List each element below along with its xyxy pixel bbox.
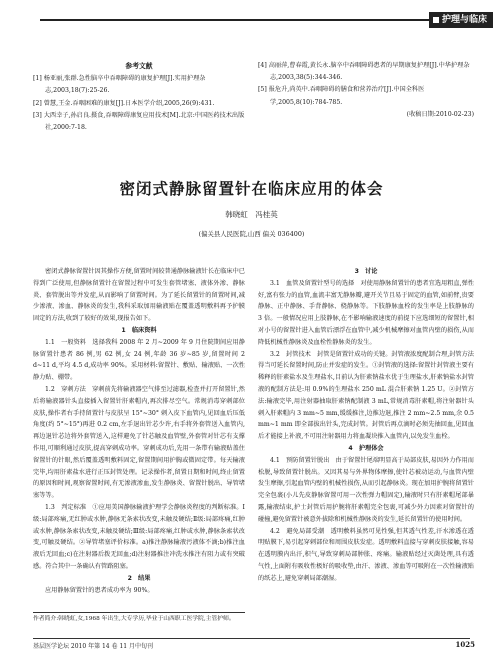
section-header: [0, 12, 503, 28]
header-rule: [40, 19, 451, 21]
section-label: 护理与临床: [441, 15, 487, 25]
body-paragraph: 3.1 血管及留置针型号的选择 对使用静脉留置针的患者宜选用粗直,弹性好,富有张力的血管,血流丰富无静脉瓣,避开关节且易于固定的血管,如前臂,贵要静脉、正中静脉、手背静脉、桡静脉等。下肢静脉血栓的发生率是上肢静脉的 3 倍。一般情况应用上肢静脉,在不影响输液速度的前提下应选细短的留置针,相对小号的留置针进入血管后漂浮在血管中,减少机械摩擦对血管内壁的损伤,从而降低机械性静脉炎及血栓性静脉炎的发生。: [258, 279, 474, 346]
section-heading: 4 护理体会: [348, 444, 384, 452]
body-left-column: [33, 266, 245, 596]
body-paragraph: 1.1 一般资料 选择我科 2008 年 2 月~2009 年 9 月住院期间应用静脉留置针患者 86 例,男 62 例,女 24 例,年龄 36 岁~85 岁,留置时间 2 d~11 d,平均 4.5 d,成功率 90%。采用材料:留置针、敷贴、输液贴、一次性静力贴、棚带。: [33, 338, 245, 382]
received-date: (收稿日期:2010-02-23): [406, 110, 474, 118]
body-paragraph: 3.2 封管技术 封管是留置针成功的关键。封管液浓度配制合理,封管方法得当可延长留置时间,防止并发症的发生。①封管液的选择:留置针封管液主要有稀释的肝素盐水及生理盐水,目前认为肝素钠盐水优于生理盐水,肝素钠盐水封管液的配制方法是:用 0.9%的生理盐水 250 mL 混合肝素钠 1.25 U。②封管方法:输液完毕,用注射器抽取肝素钠配制液 3 mL,常规消毒肝素帽,将注射器针头刺入肝素帽内 3 mm~5 mm,缓缓推注,边推边退,推注 2 mm~2.5 mm,余 0.5 mm~1 mm 即全部拔出针头,完成封管。封管后再点滴时必须先抽回血,见回血后才能接上补液,不可用注射器用力将血凝块推入血管内,以免发生血栓。: [258, 350, 474, 441]
square-icon: [433, 17, 439, 23]
article-authors: 韩晓虹 冯桂英: [225, 210, 278, 219]
section-heading: 1 临床资料: [121, 326, 157, 334]
references-title: 参考文献: [125, 62, 153, 70]
footer-rule: [33, 638, 470, 639]
references-left: [33, 60, 245, 134]
reference-item: [1] 杨亚丽,张群.急性脑卒中吞咽障碍的康复护理[J].实用护理杂志,2003,18(7):25-26.: [33, 75, 206, 95]
journal-citation: 基层医学论坛 2010 年第 14 卷 11 月中旬刊: [33, 643, 153, 650]
references-right: [258, 60, 474, 121]
body-paragraph: 4.2 避免局部受潮 透明敷料虽然可见性强,但其透气性差,汗水渗透在透明贴膜下,易引起穿刺部位和周围皮肤发症。透明敷料直接与穿刺皮肤接触,容易在透明膜内出汗,积气,导致穿刺局部肿胀、疼痛。输液贴经过灭菌处理,具有透气性,上面附有吸收性极好的吸收垫,由汗、渗液、渗血等可吸附在一次性输液贴的纸芯上,避免穿刺局部潮湿。: [258, 527, 474, 582]
reference-item: [2] 曾慧,王金.吞咽困难的康复[J].日本医学介绍,2005,26(9):431.: [33, 99, 215, 107]
section-heading: 3 讨论: [354, 268, 378, 275]
body-paragraph: 应用静脉留置针的患者成功率为 90%。: [45, 586, 154, 594]
reference-item: [3] 大西幸子,孙启良.摄食,吞咽障碍康复应用技术[M].北京:中国医药技术出版社,2000:7-18.: [33, 111, 245, 132]
body-paragraph: 1.3 判定标准 ①应用美国静脉输液护理学会静脉炎程度的判断标准。I 级:局部疼痛,无红肿或水肿,静脉无条索状改变,未触及硬结;Ⅱ级:局部疼痛,红肿或水肿,静脉条索状改变,未触及硬结;Ⅲ级:局部疼痛,红肿或水肿,静脉条索状改变,可触及硬结。②导管堵塞评价标准。a)推注静脉输液污液体不滴;b)推注血液后无回血;c)在注射器后拨无回血;d)注射器推注冲洗水推注有阻力或有突破感。符合其中一条确认有管路阻塞。: [33, 503, 245, 570]
body-paragraph: 4.1 预防留置针脱出 由于留置针尾端明显高于局部皮肤,易因外力作用而松脱,导致留置针脱出。又因其易与外界物体摩擦,使针芯被动运动,与血管内壁发生摩擦,引起血管内壁的机械性损伤,从而引起静脉炎。现在加用护腕将留置针完全包裹(小儿先皮静脉留置可用一次性弹力帽固定),输液时只有肝素帽尾部暴露,输液结束,护士封管后用护腕将肝素帽完全包裹,可减少外力因素对留置针的碰撞,避免留置针被意外拔除和机械性静脉炎的发生,延长留置针的使用时间。: [258, 456, 474, 523]
footnote-rule: [33, 612, 245, 613]
author-footnote: 作者简介:韩晓虹,女,1968 年出生,大专学历,毕业于山西职工医学院,主管护师。: [33, 616, 235, 622]
article-title: 密闭式静脉留置针在临床应用的体会: [119, 180, 384, 198]
section-tag: [429, 12, 493, 28]
reference-item: [5] 报危升,尚英中.吞咽障碍的膳食和营养治疗[J].中国全科医学,2005,8(10):784-785.: [258, 86, 425, 106]
body-paragraph: 密闭式静脉留置针因其操作方便,留置时间较普通静脉输液针长在临床中已得到广泛使用,但静脉留置针在留置过程中可发生套管堵塞、液体外渗、静脉炎、套管脱出等并发症,从而影响了留置时间。为了延长留置针的留置时间,减少渗液、渗血、静脉炎的发生,我科采取加用输液贴在覆盖透明敷料再予护膜固定的方法,收到了较好的效果,现报告如下。: [33, 268, 245, 323]
body-paragraph: 1.2 穿刺方法 穿刺前先将输液器空气排至过滤器,检查并打开留置针,然后将输液器针头直接插入留置针肝素帽内,再次排尽空气。常规消毒穿刺部位皮肤,操作者右手持留置针与皮肤呈 15°~30° 刺入皮下血管内,见回血后压低角度(约 5°~15°)再进 0.2 cm,左手退出针芯少许,右手将外套管送入血管内,再边退针芯边将外套管送入,这样避免了针芯触及血管壁,外套管对针芯有支撑作用,可顺利通过皮肤,提高穿刺成功率。穿刺成功后,先用一条带有输液贴盖住留置针的针眼,然后覆盖透明敷料固定,留置期间用护胸或微固定带。每天输液完毕,均用肝素盐水进行正压封管处理。记录操作者,留置日期和时间,终止留置的原因和时间,观察留置时间,有无渗液渗血,发生静脉炎、留置针脱出、导管堵塞等等。: [33, 385, 245, 500]
reference-item: [4] 高丽萍,曹春霞,黄长永.脑卒中吞咽障碍患者的早期康复护理[J].中华护理杂志,2003,38(5):344-346.: [258, 62, 470, 82]
article-affiliation: (偏关县人民医院,山西 偏关 036400): [198, 230, 305, 238]
page-number: 1025: [455, 640, 475, 649]
section-heading: 2 结果: [127, 574, 151, 582]
body-right-column: [258, 266, 474, 585]
